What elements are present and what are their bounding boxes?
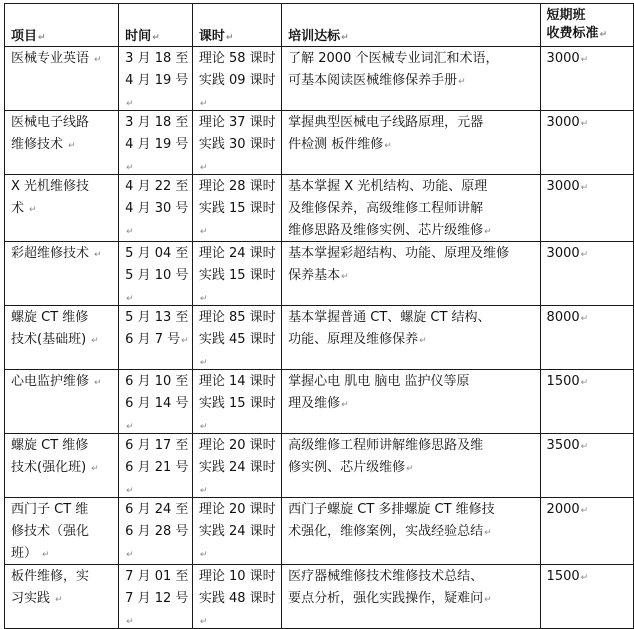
paragraph-mark-icon: ↵ xyxy=(199,99,208,109)
goal-cell-text: 基本掌握彩超结构、功能、原理及维修 保养基本 xyxy=(288,246,510,283)
project-cell xyxy=(5,175,119,242)
hours-cell xyxy=(192,47,281,111)
hours-cell xyxy=(192,175,281,242)
goal-cell-text: 高级维修工程师讲解维修思路及维 修实例、芯片级维修 xyxy=(288,438,484,475)
header-goal: 培训达标↵ xyxy=(282,4,540,47)
hours-cell-text: 理论 24 课时 实践 15 课时 xyxy=(198,246,276,283)
paragraph-mark-icon: ↵ xyxy=(94,250,102,260)
fee-cell-text: 3500 xyxy=(546,438,580,453)
goal-cell xyxy=(282,306,540,370)
paragraph-mark-icon: ↵ xyxy=(55,595,63,605)
project-cell xyxy=(5,111,119,175)
paragraph-mark-icon: ↵ xyxy=(458,77,466,87)
goal-cell xyxy=(282,242,540,306)
paragraph-mark-icon: ↵ xyxy=(126,486,134,496)
paragraph-mark-icon: ↵ xyxy=(406,464,414,474)
time-cell-text: 3 月 18 至 4 月 19 号 xyxy=(125,115,189,152)
project-cell xyxy=(5,434,119,498)
hours-cell xyxy=(192,434,281,498)
time-cell xyxy=(119,565,193,629)
paragraph-mark-icon: ↵ xyxy=(580,573,589,583)
paragraph-mark-icon: ↵ xyxy=(199,486,208,496)
project-cell-text: 西门子 CT 维 修技术（强化 班） xyxy=(11,502,90,561)
paragraph-mark-icon: ↵ xyxy=(126,163,134,173)
paragraph-mark-icon: ↵ xyxy=(484,528,492,538)
paragraph-mark-icon: ↵ xyxy=(126,227,134,237)
fee-cell-text: 1500 xyxy=(546,569,580,584)
time-cell xyxy=(119,47,193,111)
goal-cell xyxy=(282,111,540,175)
project-cell-text: 医械电子线路 维修技术 xyxy=(11,115,90,152)
hours-cell-text: 理论 37 课时 实践 30 课时 xyxy=(198,115,276,152)
hours-cell xyxy=(192,565,281,629)
project-cell-text: 板件维修，实 习实践 xyxy=(11,569,90,606)
project-cell xyxy=(5,370,119,434)
fee-cell-text: 1500 xyxy=(546,374,580,389)
paragraph-mark-icon: ↵ xyxy=(91,464,99,474)
paragraph-mark-icon: ↵ xyxy=(580,183,589,193)
training-schedule-table xyxy=(4,3,634,629)
fee-cell xyxy=(540,175,633,242)
paragraph-mark-icon: ↵ xyxy=(126,294,134,304)
time-cell-text: 6 月 10 至 6 月 14 号 xyxy=(125,374,189,411)
paragraph-mark-icon: ↵ xyxy=(199,617,208,627)
time-cell-text: 7 月 01 至 7 月 12 号 xyxy=(125,569,189,606)
time-cell xyxy=(119,370,193,434)
fee-cell xyxy=(540,498,633,565)
project-cell xyxy=(5,498,119,565)
project-cell xyxy=(5,242,119,306)
goal-cell xyxy=(282,47,540,111)
paragraph-mark-icon: ↵ xyxy=(341,400,349,410)
goal-cell-text: 西门子螺旋 CT 多排螺旋 CT 维修技 术强化，维修案例，实战经验总结 xyxy=(288,502,495,539)
table-row xyxy=(5,370,634,434)
header-project: 项目↵ xyxy=(5,4,119,47)
time-cell xyxy=(119,111,193,175)
paragraph-mark-icon: ↵ xyxy=(199,358,208,368)
hours-cell-text: 理论 58 课时 实践 09 课时 xyxy=(198,51,276,88)
fee-cell xyxy=(540,111,633,175)
project-cell xyxy=(5,565,119,629)
goal-cell-text: 基本掌握 X 光机结构、功能、原理 及维修保养，高级维修工程师讲解 维修思路及维修实例、芯片级维修 xyxy=(288,179,488,238)
paragraph-mark-icon: ↵ xyxy=(199,294,208,304)
paragraph-mark-icon: ↵ xyxy=(580,250,589,260)
paragraph-mark-icon: ↵ xyxy=(42,550,50,560)
fee-cell-text: 2000 xyxy=(546,502,580,517)
paragraph-mark-icon: ↵ xyxy=(199,550,208,560)
paragraph-mark-icon: ↵ xyxy=(419,336,427,346)
time-cell xyxy=(119,434,193,498)
hours-cell-text: 理论 14 课时 实践 15 课时 xyxy=(198,374,276,411)
goal-cell xyxy=(282,370,540,434)
project-cell xyxy=(5,47,119,111)
table-header-row xyxy=(5,4,634,47)
hours-cell-text: 理论 10 课时 实践 48 课时 xyxy=(198,569,276,606)
goal-cell xyxy=(282,434,540,498)
goal-cell-text: 基本掌握普通 CT、螺旋 CT 结构、 功能、原理及维修保养 xyxy=(288,310,491,347)
hours-cell-text: 理论 20 课时 实践 24 课时 xyxy=(198,438,276,475)
goal-cell xyxy=(282,498,540,565)
paragraph-mark-icon: ↵ xyxy=(580,442,589,452)
paragraph-mark-icon: ↵ xyxy=(126,422,134,432)
paragraph-mark-icon: ↵ xyxy=(580,55,589,65)
table-row xyxy=(5,434,634,498)
hours-cell-text: 理论 85 课时 实践 45 课时 xyxy=(198,310,276,347)
fee-cell xyxy=(540,47,633,111)
table-row xyxy=(5,498,634,565)
hours-cell xyxy=(192,370,281,434)
paragraph-mark-icon: ↵ xyxy=(94,378,102,388)
time-cell-text: 6 月 24 至 6 月 28 号 xyxy=(125,502,189,539)
header-time: 时间↵ xyxy=(119,4,193,47)
paragraph-mark-icon: ↵ xyxy=(580,378,589,388)
paragraph-mark-icon: ↵ xyxy=(484,227,492,237)
fee-cell-text: 3000 xyxy=(546,246,580,261)
time-cell-text: 5 月 04 至 5 月 10 号 xyxy=(125,246,189,283)
time-cell xyxy=(119,175,193,242)
fee-cell-text: 3000 xyxy=(546,51,580,66)
paragraph-mark-icon: ↵ xyxy=(199,163,208,173)
header-fee: 短期班 收费标准↵ xyxy=(540,4,633,47)
goal-cell xyxy=(282,565,540,629)
goal-cell-text: 掌握心电 肌电 脑电 监护仪等原 理及维修 xyxy=(288,374,470,411)
fee-cell xyxy=(540,306,633,370)
hours-cell xyxy=(192,498,281,565)
paragraph-mark-icon: ↵ xyxy=(126,550,134,560)
table-row xyxy=(5,565,634,629)
paragraph-mark-icon: ↵ xyxy=(580,506,589,516)
table-row xyxy=(5,175,634,242)
project-cell-text: 螺旋 CT 维修 技术(强化班) xyxy=(11,438,89,475)
project-cell-text: 心电监护维修 xyxy=(11,374,90,389)
header-hours: 课时↵ xyxy=(192,4,281,47)
paragraph-mark-icon: ↵ xyxy=(580,119,589,129)
time-cell-text: 5 月 13 至 6 月 7 号 xyxy=(125,310,189,347)
goal-cell-text: 掌握典型医械电子线路原理，元器 件检测 板件维修 xyxy=(288,115,484,152)
fee-cell xyxy=(540,434,633,498)
paragraph-mark-icon: ↵ xyxy=(484,595,492,605)
time-cell xyxy=(119,242,193,306)
time-cell-text: 3 月 18 至 4 月 19 号 xyxy=(125,51,189,88)
paragraph-mark-icon: ↵ xyxy=(126,617,134,627)
paragraph-mark-icon: ↵ xyxy=(181,336,189,346)
fee-cell-text: 3000 xyxy=(546,115,580,130)
fee-cell xyxy=(540,242,633,306)
paragraph-mark-icon: ↵ xyxy=(91,336,99,346)
project-cell-text: 螺旋 CT 维修 技术(基础班) xyxy=(11,310,89,347)
paragraph-mark-icon: ↵ xyxy=(580,314,589,324)
hours-cell-text: 理论 20 课时 实践 24 课时 xyxy=(198,502,276,539)
fee-cell-text: 3000 xyxy=(546,179,580,194)
time-cell-text: 4 月 22 至 4 月 30 号 xyxy=(125,179,189,216)
goal-cell xyxy=(282,175,540,242)
table-row xyxy=(5,111,634,175)
paragraph-mark-icon: ↵ xyxy=(68,141,76,151)
fee-cell-text: 8000 xyxy=(546,310,580,325)
time-cell xyxy=(119,498,193,565)
table-row xyxy=(5,242,634,306)
paragraph-mark-icon: ↵ xyxy=(199,227,208,237)
hours-cell xyxy=(192,306,281,370)
table-row xyxy=(5,306,634,370)
hours-cell xyxy=(192,111,281,175)
fee-cell xyxy=(540,565,633,629)
hours-cell xyxy=(192,242,281,306)
paragraph-mark-icon: ↵ xyxy=(126,99,134,109)
goal-cell-text: 医疗器械维修技术维修技术总结、 要点分析，强化实践操作，疑难问 xyxy=(288,569,484,606)
paragraph-mark-icon: ↵ xyxy=(29,205,37,215)
time-cell xyxy=(119,306,193,370)
fee-cell xyxy=(540,370,633,434)
time-cell-text: 6 月 17 至 6 月 21 号 xyxy=(125,438,189,475)
paragraph-mark-icon: ↵ xyxy=(341,272,349,282)
table-row xyxy=(5,47,634,111)
project-cell-text: 彩超维修技术 xyxy=(11,246,90,261)
paragraph-mark-icon: ↵ xyxy=(384,141,392,151)
hours-cell-text: 理论 28 课时 实践 15 课时 xyxy=(198,179,276,216)
paragraph-mark-icon: ↵ xyxy=(94,55,102,65)
paragraph-mark-icon: ↵ xyxy=(199,422,208,432)
project-cell-text: 医械专业英语 xyxy=(11,51,90,66)
goal-cell-text: 了解 2000 个医械专业词汇和术语， 可基本阅读医械维修保养手册 xyxy=(288,51,499,88)
project-cell-text: X 光机维修技 术 xyxy=(11,179,90,216)
project-cell xyxy=(5,306,119,370)
